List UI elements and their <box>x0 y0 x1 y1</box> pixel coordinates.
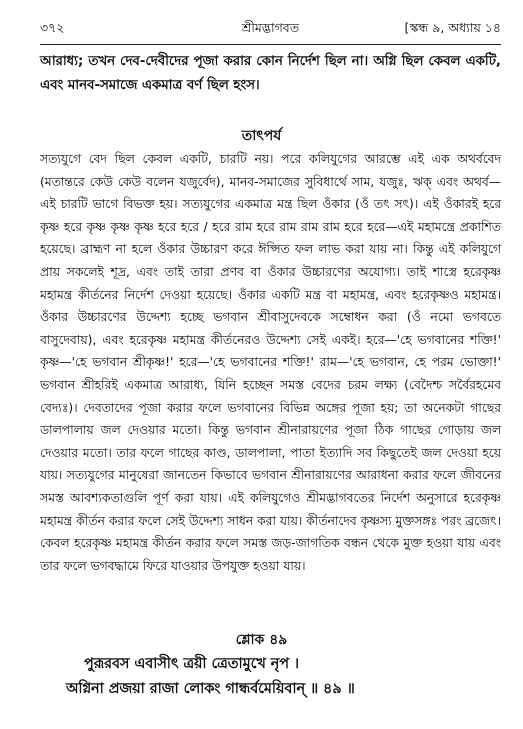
purport-paragraph: সত্যযুগে বেদ ছিল কেবল একটি, চারটি নয়। পরে কলিযুগের আরম্ভে এই এক অথর্ববেদ (মতান্তরে কেউ কেউ বলেন যজুর্বেদ), মানব-সমাজের সুবিধার্থে সাম, যজুঃ, ঋক্‌ এবং অথর্ব—এই চারটি ভাগে বিভক্ত হয়। সত্যযুগের একমাত্র মন্ত্র ছিল ওঁকার (ওঁ তৎ সৎ)। এই ওঁকারই হরে কৃষ্ণ হরে কৃষ্ণ কৃষ্ণ কৃষ্ণ হরে হরে / হরে রাম হরে রাম রাম রাম হরে হরে—এই মহামন্ত্রে প্রকাশিত হয়েছে। ব্রাহ্মণ না হলে ওঁকার উচ্চারণ করে ঈপ্সিত ফল লাভ করা যায় না। কিন্তু এই কলিযুগে প্রায় সকলেই শূদ্র, এবং তাই তারা প্রণব বা ওঁকার উচ্চারণের অযোগ্য। তাই শাস্ত্রে হরেকৃষ্ণ মহামন্ত্র কীর্তনের নির্দেশ দেওয়া হয়েছে। ওঁকার একটি মন্ত্র বা মহামন্ত্র, এবং হরেকৃষ্ণও মহামন্ত্র। ওঁকার উচ্চারণের উদ্দেশ্য হচ্ছে ভগবান শ্রীবাসুদেবকে সম্বোধন করা (ওঁ নমো ভগবতে বাসুদেবায়), এবং হরেকৃষ্ণ মহামন্ত্র কীর্তনেরও উদ্দেশ্য সেই একই। হরে—'হে ভগবানের শক্তি!' কৃষ্ণ—'হে ভগবান শ্রীকৃষ্ণ!' হরে—'হে ভগবানের শক্তি!' রাম—'হে ভগবান, হে পরম ভোক্তা!' ভগবান শ্রীহরিই একমাত্র আরাধ্য, যিনি হচ্ছেন সমস্ত বেদের চরম লক্ষ্য (বেদৈশ্চ সর্বৈরহমেব বেদ্যঃ)। দেবতাদের পূজা করার ফলে ভগবানের বিভিন্ন অঙ্গের পূজা হয়; তা অনেকটা গাছের ডালপালায় জল দেওয়ার মতো। কিন্তু ভগবান শ্রীনারায়ণের পূজা ঠিক গাছের গোড়ায় জল দেওয়ার মতো। তার ফলে গাছের কাণ্ড, ডালপালা, পাতা ইত্যাদি সব কিছুতেই জল দেওয়া হয়ে যায়। সত্যযুগের মানুষেরা জানতেন কিভাবে ভগবান শ্রীনারায়ণের আরাধনা করার ফলে জীবনের সমস্ত আবশ্যকতাগুলি পূর্ণ করা যায়। এই কলিযুগেও শ্রীমদ্ভাগবতের নির্দেশ অনুসারে হরেকৃষ্ণ মহামন্ত্র কীর্তন করার ফলে সেই উদ্দেশ্য সাধন করা যায়। কীর্তনাদেব কৃষ্ণস্য মুক্তসঙ্গঃ পরং ব্রজেৎ। কেবল হরেকৃষ্ণ মহামন্ত্র কীর্তন করার ফলে সমস্ত জড়-জাগতিক বন্ধন থেকে মুক্ত হওয়া যায় এবং তার ফলে ভগবদ্ধামে ফিরে যাওয়ার উপযুক্ত হওয়া যায়। <box>40 152 501 573</box>
purport-body <box>40 148 501 577</box>
verse-line-1: পুরূরবস এবাসীৎ ত্রয়ী ত্রেতামুখে নৃপ । <box>84 656 300 672</box>
verse-line-2: অগ্নিনা প্রজয়া রাজা লোকং গান্ধর্বমেয়িবান্‌ ॥ ৪৯ ॥ <box>66 681 355 697</box>
verse-heading: শ্লোক ৪৯ <box>235 632 288 648</box>
purport-heading: তাৎপর্য <box>241 128 282 144</box>
chapter-reference: [স্কন্ধ ৯, অধ্যায় ১৪ <box>404 20 501 35</box>
translation-text: আরাধ্য; তখন দেব-দেবীদের পূজা করার কোন নির্দেশ ছিল না। অগ্নি ছিল কেবল একটি, এবং মানব-সমাজে একমাত্র বর্ণ ছিল হংস। <box>40 54 501 93</box>
running-header <box>40 20 501 40</box>
verse-block <box>66 652 501 702</box>
book-title: শ্রীমদ্ভাগবত <box>241 20 300 35</box>
page-number: ৩৭২ <box>40 20 65 35</box>
header-rule <box>40 44 501 45</box>
